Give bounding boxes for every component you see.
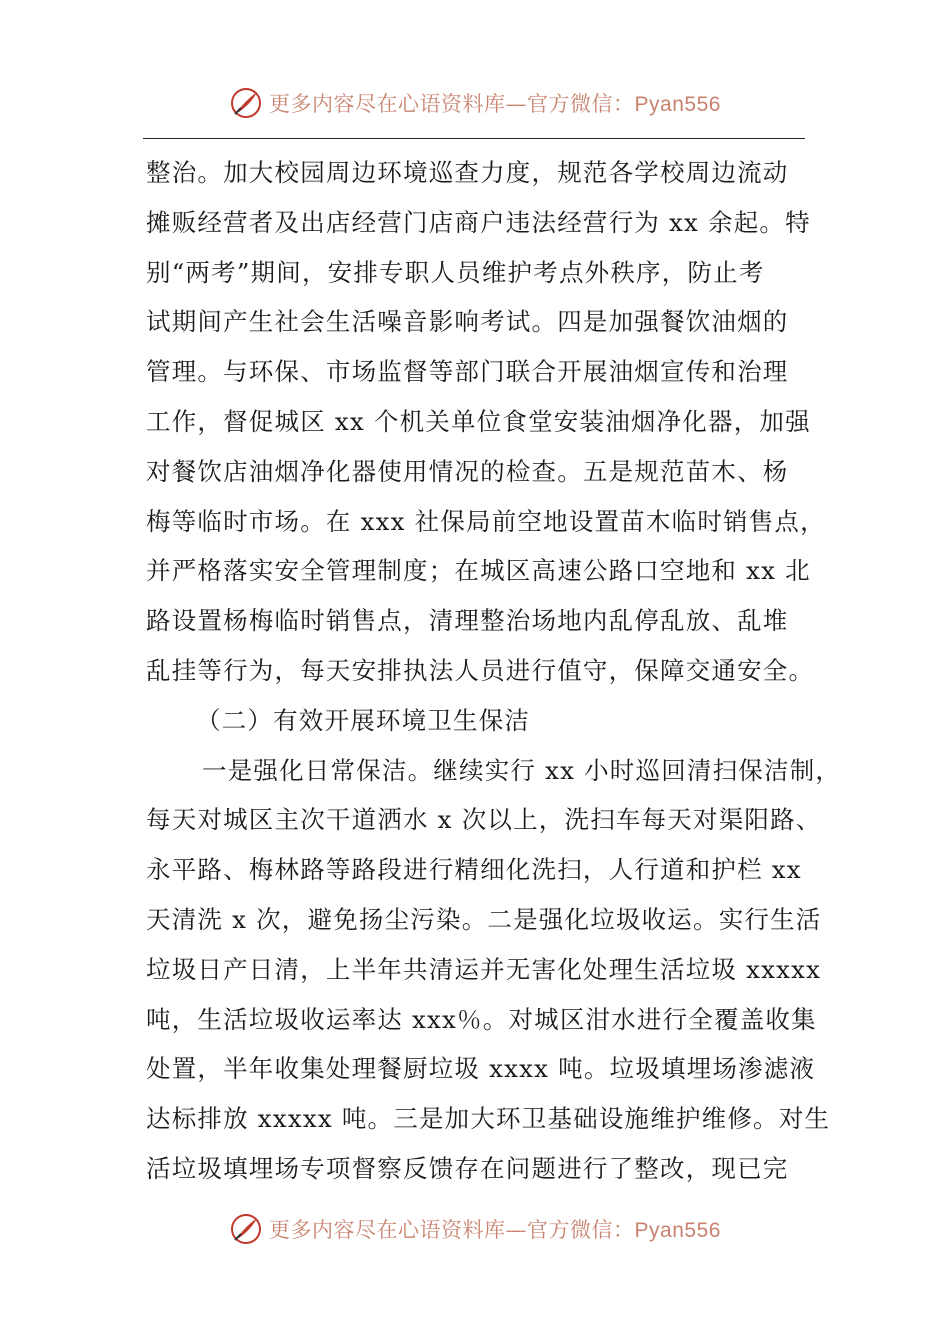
footer-wechat-id: Pyan556: [634, 1219, 721, 1242]
body-line: 管理。与环保、市场监督等部门联合开展油烟宣传和治理: [146, 357, 789, 387]
body-line: 路设置杨梅临时销售点，清理整治场地内乱停乱放、乱堆: [146, 606, 789, 636]
section-heading: （二）有效开展环境卫生保洁: [196, 705, 531, 735]
body-line: 活垃圾填埋场专项督察反馈存在问题进行了整改，现已完: [146, 1153, 789, 1183]
header-divider: [143, 138, 805, 139]
footer-banner-text: 更多内容尽在心语资料库—官方微信：Pyan556: [269, 1218, 721, 1242]
body-line: 梅等临时市场。在 xxx 社保局前空地设置苗木临时销售点，: [146, 506, 826, 536]
body-line: 工作，督促城区 xx 个机关单位食堂安装油烟净化器，加强: [146, 406, 811, 436]
body-line: 每天对城区主次干道洒水 x 次以上，洗扫车每天对渠阳路、: [146, 805, 822, 835]
body-line: 对餐饮店油烟净化器使用情况的检查。五是规范苗木、杨: [146, 456, 789, 486]
body-line: 整治。加大校园周边环境巡查力度，规范各学校周边流动: [146, 158, 789, 187]
document-body: [146, 148, 842, 1194]
body-line: 天清洗 x 次，避免扬尘污染。二是强化垃圾收运。实行生活: [146, 904, 822, 934]
quill-logo-icon: [229, 86, 263, 120]
quill-logo-icon: [229, 1212, 263, 1246]
body-line: 乱挂等行为，每天安排执法人员进行值守，保障交通安全。: [146, 655, 815, 685]
body-line: 永平路、梅林路等路段进行精细化洗扫，人行道和护栏 xx: [146, 855, 802, 885]
header-banner-text: 更多内容尽在心语资料库—官方微信：Pyan556: [269, 92, 721, 116]
body-line: 吨，生活垃圾收运率达 xxx％。对城区泔水进行全覆盖收集: [146, 1004, 817, 1034]
header-wechat-id: Pyan556: [634, 93, 721, 116]
body-line: 达标排放 xxxxx 吨。三是加大环卫基础设施维护维修。对生: [146, 1104, 831, 1134]
body-line: 试期间产生社会生活噪音影响考试。四是加强餐饮油烟的: [146, 307, 789, 337]
footer-banner: [0, 1212, 950, 1246]
header-banner: [0, 86, 950, 120]
body-line: 并严格落实安全管理制度；在城区高速公路口空地和 xx 北: [146, 556, 811, 586]
body-line: 处置，半年收集处理餐厨垃圾 xxxx 吨。垃圾填埋场渗滤液: [146, 1054, 816, 1084]
body-line: 摊贩经营者及出店经营门店商户违法经营行为 xx 余起。特: [146, 207, 811, 237]
body-line: 别“两考”期间，安排专职人员维护考点外秩序，防止考: [146, 257, 765, 287]
body-line: 垃圾日产日清，上半年共清运并无害化处理生活垃圾 xxxxx: [146, 954, 822, 984]
body-line: 一是强化日常保洁。继续实行 xx 小时巡回清扫保洁制，: [202, 755, 842, 785]
